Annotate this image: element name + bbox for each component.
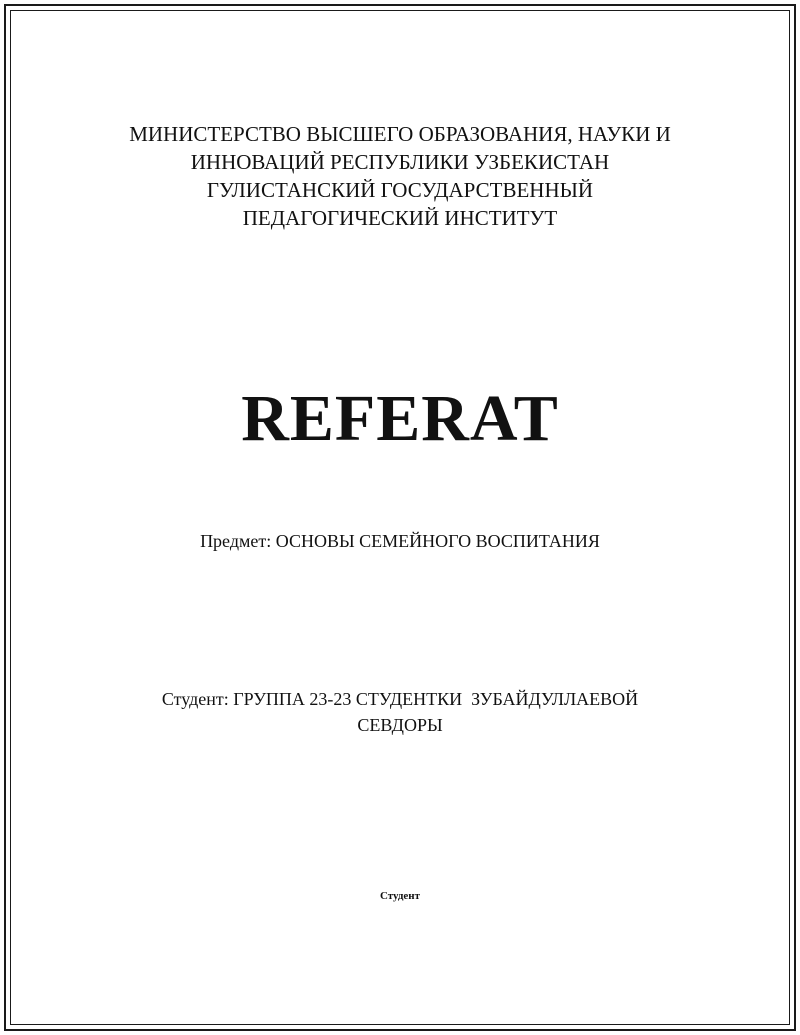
student-line-2: СЕВДОРЫ xyxy=(357,715,443,735)
student-line-1: Студент: ГРУППА 23-23 СТУДЕНТКИ ЗУБАЙДУЛЛАЕВОЙ xyxy=(161,689,639,709)
subject-line: Предмет: ОСНОВЫ СЕМЕЙНОГО ВОСПИТАНИЯ xyxy=(200,531,600,551)
header-line-3: ГУЛИСТАНСКИЙ ГОСУДАРСТВЕННЫЙ xyxy=(206,178,594,202)
document-title: REFERAT xyxy=(241,382,559,455)
header-line-4: ПЕДАГОГИЧЕСКИЙ ИНСТИТУТ xyxy=(242,206,558,230)
footer-student-label: Студент xyxy=(379,890,421,902)
student-info xyxy=(0,686,800,738)
header-line-2: ИННОВАЦИЙ РЕСПУБЛИКИ УЗБЕКИСТАН xyxy=(190,150,610,174)
institution-header xyxy=(0,120,800,232)
header-line-1: МИНИСТЕРСТВО ВЫСШЕГО ОБРАЗОВАНИЯ, НАУКИ И xyxy=(129,122,671,146)
